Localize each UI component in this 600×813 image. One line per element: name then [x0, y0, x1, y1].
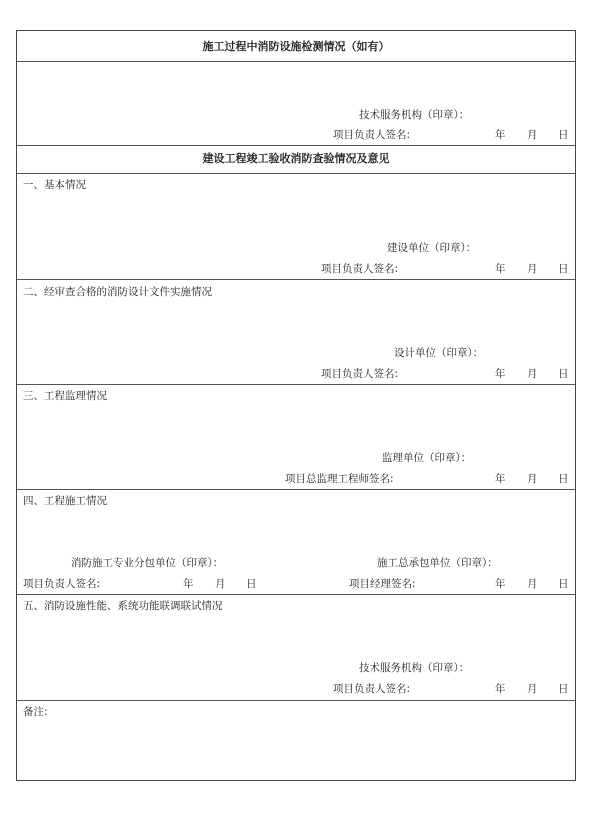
- section-title-acceptance: 建设工程竣工验收消防查验情况及意见: [202, 152, 390, 165]
- org-seal-label: 设计单位（印章）：: [394, 347, 484, 359]
- month-label: 月: [527, 263, 538, 275]
- month-label: 月: [527, 683, 538, 695]
- month-label: 月: [527, 129, 538, 141]
- divider: [17, 145, 575, 146]
- day-label: 日: [558, 368, 569, 380]
- month-label: 月: [527, 578, 538, 590]
- general-contractor-signer-label: 项目经理签名:: [349, 578, 416, 590]
- signer-label: 项目总监理工程师签名:: [285, 473, 394, 485]
- part2-heading: 二、经审查合格的消防设计文件实施情况: [23, 286, 212, 298]
- subcontractor-signer-label: 项目负责人签名:: [23, 578, 101, 590]
- day-label: 日: [558, 263, 569, 275]
- org-seal-label: 技术服务机构（印章）：: [359, 662, 470, 674]
- year-label: 年: [495, 578, 506, 590]
- subcontractor-seal-label: 消防施工专业分包单位（印章）：: [71, 557, 224, 569]
- year-label: 年: [495, 683, 506, 695]
- acceptance-form: [16, 30, 576, 781]
- signer-label: 项目负责人签名:: [333, 683, 411, 695]
- year-label: 年: [495, 129, 506, 141]
- signer-label: 项目负责人签名:: [321, 263, 399, 275]
- divider: [17, 61, 575, 62]
- year-label: 年: [495, 473, 506, 485]
- divider: [17, 173, 575, 174]
- month-label: 月: [215, 578, 226, 590]
- day-label: 日: [246, 578, 257, 590]
- year-label: 年: [495, 263, 506, 275]
- org-seal-label: 建设单位（印章）：: [387, 242, 477, 254]
- month-label: 月: [527, 473, 538, 485]
- remarks-label: 备注:: [23, 706, 48, 718]
- day-label: 日: [558, 578, 569, 590]
- section-title-inspection: 施工过程中消防设施检测情况（如有）: [202, 40, 390, 53]
- divider: [17, 384, 575, 385]
- general-contractor-seal-label: 施工总承包单位（印章）：: [377, 557, 498, 569]
- part4-heading: 四、工程施工情况: [23, 495, 107, 507]
- divider: [17, 594, 575, 595]
- divider: [17, 279, 575, 280]
- signer-label: 项目负责人签名:: [333, 129, 411, 141]
- day-label: 日: [558, 683, 569, 695]
- divider: [17, 700, 575, 701]
- day-label: 日: [558, 473, 569, 485]
- day-label: 日: [558, 129, 569, 141]
- org-seal-label: 技术服务机构（印章）：: [359, 109, 470, 121]
- org-seal-label: 监理单位（印章）：: [382, 452, 472, 464]
- part5-heading: 五、消防设施性能、系统功能联调联试情况: [23, 600, 223, 612]
- divider: [17, 489, 575, 490]
- signer-label: 项目负责人签名:: [321, 368, 399, 380]
- part3-heading: 三、工程监理情况: [23, 390, 107, 402]
- year-label: 年: [495, 368, 506, 380]
- year-label: 年: [183, 578, 194, 590]
- part1-heading: 一、基本情况: [23, 179, 86, 191]
- month-label: 月: [527, 368, 538, 380]
